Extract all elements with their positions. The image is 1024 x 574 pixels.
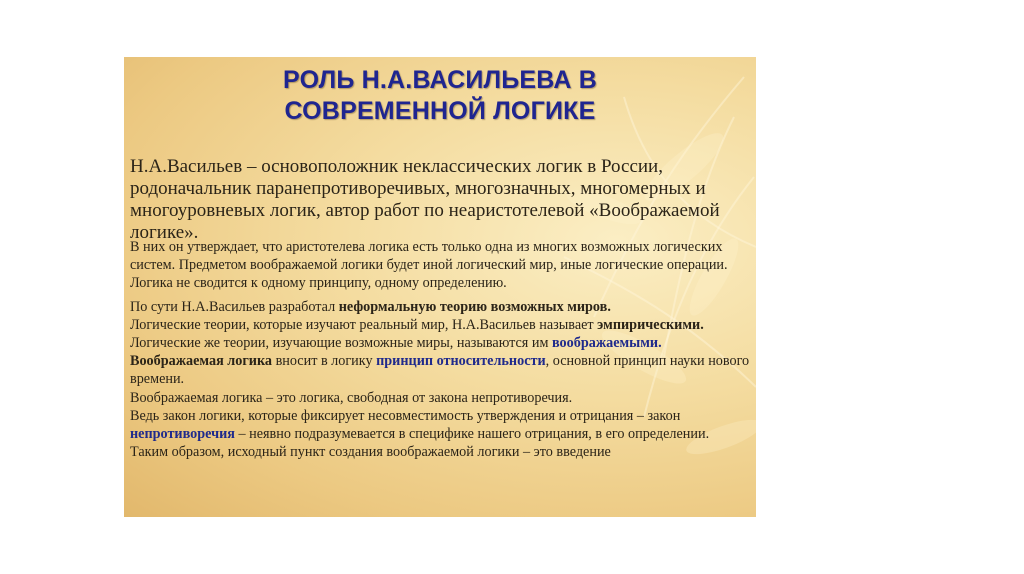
lead-paragraph: Н.А.Васильев – основоположник неклассических логик в России, родоначальник паранепротиворечивых, многозначных, многомерных и многоуровневых логик, автор работ по неаристотелевой «Воображаемой логике». bbox=[130, 156, 720, 243]
p3-text: По сути Н.А.Васильев разработал bbox=[130, 298, 339, 315]
paragraph-8: Таким образом, исходный пункт создания воображаемой логики – это введение bbox=[130, 444, 611, 461]
slide-title-line-2: СОВРЕМЕННОЙ ЛОГИКЕ bbox=[284, 97, 596, 125]
p7-text-b: – неявно подразумевается в специфике нашего отрицания, в его определении. bbox=[234, 426, 710, 443]
slide bbox=[124, 57, 756, 517]
p5-emphasis-imaginary-logic: Воображаемая логика bbox=[130, 353, 273, 370]
p3-emphasis: неформальную теорию возможных миров. bbox=[338, 298, 611, 315]
p4-text-a: Логические теории, которые изучают реальный мир, Н.А.Васильев называет bbox=[130, 316, 598, 333]
slide-title bbox=[124, 65, 756, 127]
p4-emphasis-imaginary: воображаемыми. bbox=[551, 335, 662, 352]
p5-emphasis-relativity: принцип относительности bbox=[376, 353, 546, 370]
paragraph-5 bbox=[130, 352, 752, 388]
body-text bbox=[130, 238, 752, 461]
p5-text-b: , основной принцип науки нового времени. bbox=[130, 353, 750, 388]
paragraph-3 bbox=[130, 298, 752, 316]
paragraph-1: В них он утверждает, что аристотелева логика есть только одна из многих возможных логических систем. Предметом воображаемой логики будет иной логический мир, иные логические операции. bbox=[130, 239, 728, 274]
p7-text-a: Ведь закон логики, которые фиксирует несовместимость утверждения и отрицания – закон bbox=[130, 407, 681, 424]
paragraph-6: Воображаемая логика – это логика, свободная от закона непротиворечия. bbox=[130, 389, 573, 406]
paragraph-4 bbox=[130, 316, 752, 352]
slide-title-line-1: РОЛЬ Н.А.ВАСИЛЬЕВА В bbox=[283, 66, 597, 94]
p4-emphasis-empirical: эмпирическими. bbox=[597, 316, 704, 333]
p4-text-b: Логические же теории, изучающие возможные миры, называются им bbox=[130, 335, 552, 352]
paragraph-7 bbox=[130, 407, 752, 443]
p5-text-a: вносит в логику bbox=[272, 353, 377, 370]
paragraph-2: Логика не сводится к одному принципу, одному определению. bbox=[130, 275, 507, 292]
p7-emphasis-noncontradiction: непротиворечия bbox=[130, 426, 235, 443]
